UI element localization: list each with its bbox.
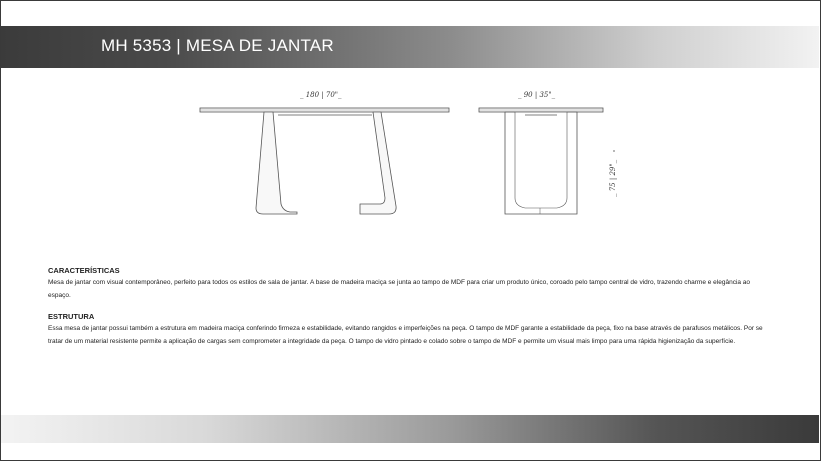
- structure-heading: ESTRUTURA: [48, 312, 95, 321]
- characteristics-text: Mesa de jantar com visual contemporâneo, perfeito para todos os estilos de sala de jantar. A base de madeira maciça se junta ao tampo de MDF para criar um produto único, coroado pelo tampo central de vidro, trazendo charme e elegância ao espaço.: [48, 279, 751, 299]
- front-view-drawing: [0, 80, 821, 230]
- page-title: MH 5353 | MESA DE JANTAR: [101, 36, 334, 55]
- structure-text: Essa mesa de jantar possui também a estrutura em madeira maciça conferindo firmeza e estabilidade, evitando rangidos e imperfeições na peça. O tampo de MDF garante a estabilidade da peça, fixo na base através de parafusos metálicos. Por se tratar de um material resistente permite a aplicação de cargas sem comprometer a integridade da peça. O tampo de vidro pintado e colado sobre o tampo de MDF e permite um visual mais limpo para uma rápida higienização da superfície.: [48, 325, 763, 345]
- footer-band: [1, 415, 819, 443]
- technical-drawings: [0, 80, 821, 230]
- side-width-dimension: _ 90 | 35"_: [518, 91, 556, 99]
- front-width-dimension: _ 180 | 70"_: [300, 91, 342, 99]
- side-height-dimension: _ 75 | 29"_: [609, 159, 617, 197]
- characteristics-heading: CARACTERÍSTICAS: [48, 266, 120, 275]
